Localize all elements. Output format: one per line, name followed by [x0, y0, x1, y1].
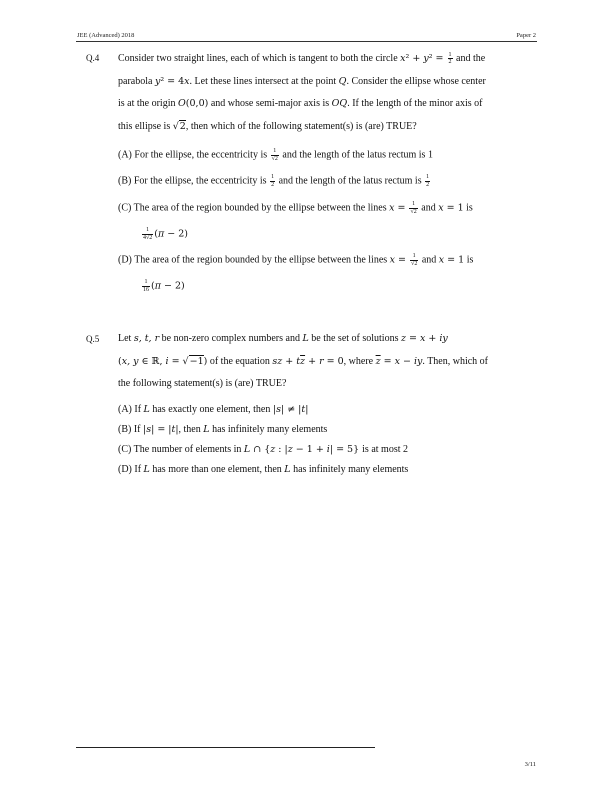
q5-stem-line-2: (x, y ∈ ℝ, i = √−1) of the equation sz + $t\overline{z} + r = 0$, where $\overline{z} = x$ − iy. Then, which of — [118, 355, 489, 367]
q4-option-d-value: $\frac{1}{16}$ (π − 2) — [143, 279, 185, 293]
q4-number: Q.4 — [86, 53, 100, 63]
q4-stem-line-3: is at the origin O(0,0) and whose semi-major axis is OQ. If the length of the minor axis of — [118, 98, 483, 109]
q4-option-c-value: $\frac{1}{4√2}$ (π − 2) — [143, 227, 189, 241]
q5-option-b[interactable]: (B) If |s| = |t|, then L has infinitely many elements — [118, 424, 328, 435]
footer-rule — [76, 747, 375, 748]
q4-option-c[interactable]: (C) The area of the region bounded by the ellipse between the lines x = $\frac{1}{√2}$ and x = 1 is — [118, 201, 473, 215]
header-exam-title: JEE (Advanced) 2018 — [77, 32, 135, 39]
q5-stem-line-1: Let s, t, r be non-zero complex numbers and L be the set of solutions z = x + iy — [118, 333, 448, 344]
q5-option-a[interactable]: (A) If L has exactly one element, then |s| ≠ |t| — [118, 404, 309, 415]
q5-option-d[interactable]: (D) If L has more than one element, then L has infinitely many elements — [118, 464, 409, 475]
q4-stem — [118, 48, 536, 138]
q4-stem-line-1: Consider two straight lines, each of which is tangent to both the circle x² + y² = $\frac{1}{2}$ and the — [118, 51, 486, 66]
page-number: 3/11 — [524, 761, 536, 768]
q5-stem-line-3: the following statement(s) is (are) TRUE? — [118, 378, 287, 389]
q5-number: Q.5 — [86, 334, 100, 344]
q5-option-c[interactable]: (C) The number of elements in L ∩ {z : |z − 1 + i| = 5} is at most 2 — [118, 444, 408, 455]
q4-option-d[interactable]: (D) The area of the region bounded by the ellipse between the lines x = $\frac{1}{√2}$ and x = 1 is — [118, 253, 474, 267]
q4-stem-line-4: this ellipse is √2, then which of the following statement(s) is (are) TRUE? — [118, 120, 417, 132]
q5-stem — [118, 328, 536, 396]
q4-option-b[interactable]: (B) For the ellipse, the eccentricity is $\frac{1}{2}$ and the length of the latus rectum is $\frac{1}{2}$ — [118, 174, 430, 188]
header-rule — [76, 41, 537, 42]
q4-stem-line-2: parabola y² = 4x. Let these lines intersect at the point Q. Consider the ellipse whose center — [118, 75, 486, 87]
q4-option-a[interactable]: (A) For the ellipse, the eccentricity is $\frac{1}{√2}$ and the length of the latus rectum is 1 — [118, 148, 433, 162]
header-paper-label: Paper 2 — [516, 32, 536, 39]
